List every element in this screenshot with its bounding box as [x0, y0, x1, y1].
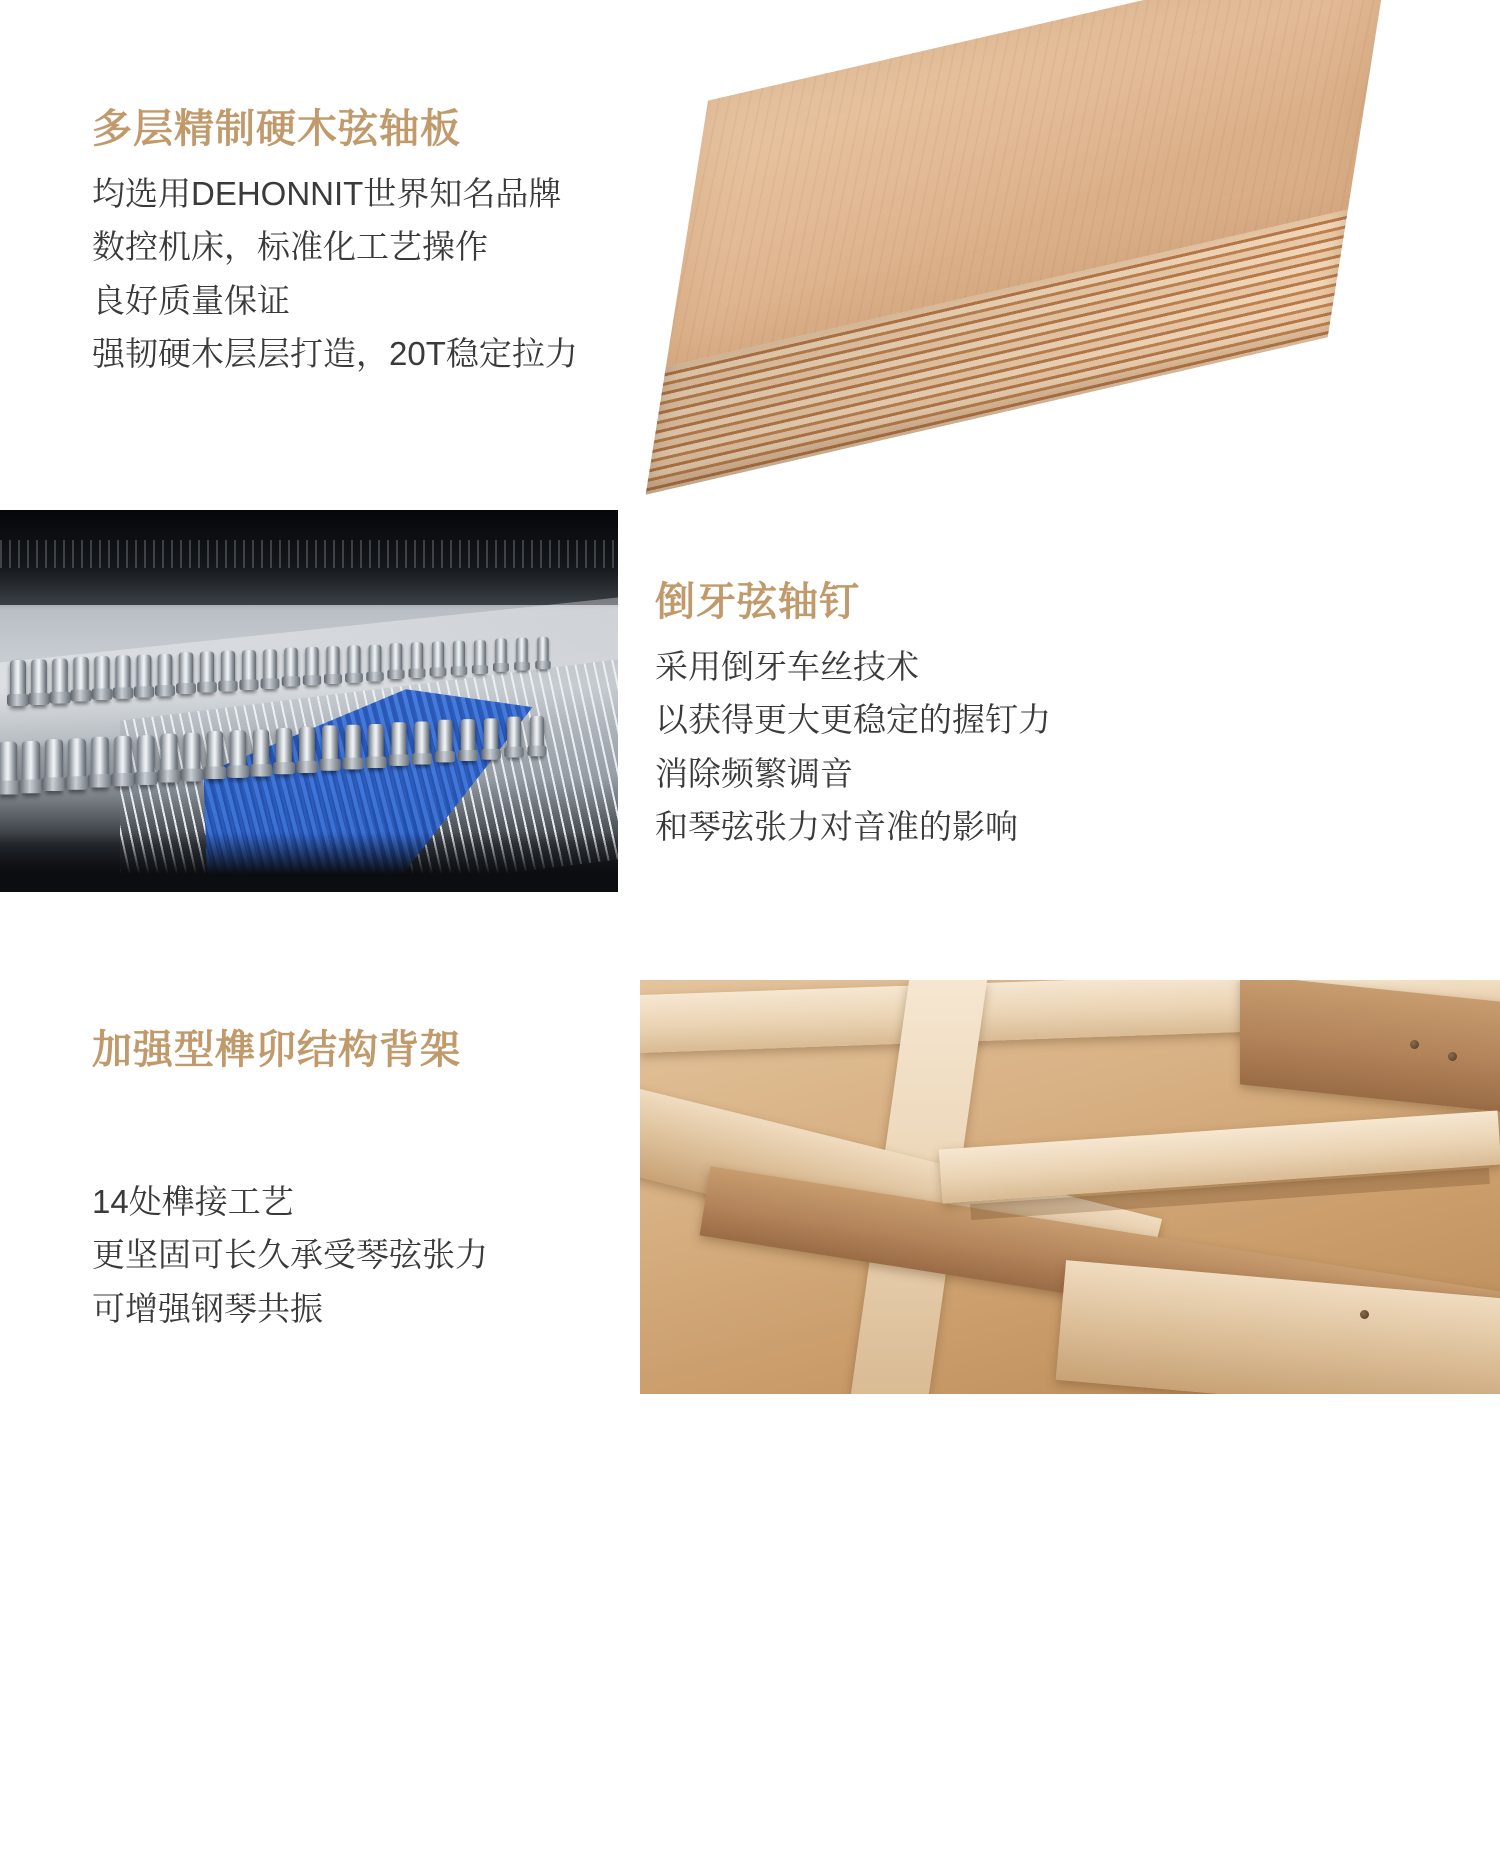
tuning-pin: [391, 722, 406, 766]
tuning-pin: [474, 640, 486, 674]
back-frame-body: [92, 1175, 712, 1335]
pinblock-title: 多层精制硬木弦轴板: [92, 107, 461, 151]
pinblock-text-block: [92, 105, 712, 381]
tuning-pin: [345, 725, 361, 770]
tuning-pin: [369, 644, 382, 681]
tuning-pin: [73, 657, 88, 701]
frame-screw-1: [1410, 1040, 1419, 1049]
tuning-pins-line-2: 以获得更大更稳定的握钉力: [655, 701, 1051, 739]
back-frame-line-3: 可增强钢琴共振: [92, 1289, 323, 1327]
tuning-pin: [114, 736, 131, 786]
tuning-pin: [91, 737, 109, 788]
tuning-pin-row-lower: [0, 510, 618, 570]
tuning-pin: [31, 659, 47, 704]
tuning-pins-line-4: 和琴弦张力对音准的影响: [655, 808, 1018, 846]
tuning-pin: [322, 726, 338, 771]
tuning-pin: [530, 716, 544, 756]
photo-bottom-shadow: [0, 832, 618, 892]
tuning-pins-text-block: [655, 578, 1355, 854]
tuning-pin: [537, 637, 548, 669]
plywood-board: [666, 0, 1390, 367]
tuning-pin: [52, 658, 68, 703]
tuning-pin: [299, 727, 315, 773]
tuning-pin: [368, 724, 383, 768]
back-frame-image: [640, 980, 1500, 1394]
tuning-pin: [484, 718, 498, 759]
tuning-pin: [22, 740, 40, 792]
tuning-pin: [432, 642, 444, 677]
tuning-pin: [348, 645, 361, 682]
tuning-pin: [200, 652, 214, 693]
tuning-pin: [438, 720, 453, 762]
pinblock-image: [660, 20, 1460, 440]
tuning-pin: [115, 655, 130, 698]
tuning-pin: [495, 639, 507, 672]
tuning-pins-photo: [0, 510, 618, 892]
tuning-pin: [160, 734, 177, 783]
tuning-pin: [184, 733, 201, 781]
frame-screw-3: [1360, 1310, 1369, 1319]
tuning-pin: [94, 656, 109, 700]
pinblock-line-3: 良好质量保证: [92, 281, 290, 319]
tuning-pin: [461, 719, 476, 761]
tuning-pin: [221, 651, 235, 691]
pinblock-body: [92, 167, 712, 381]
tuning-pin: [242, 650, 256, 690]
frame-screw-2: [1448, 1052, 1457, 1061]
tuning-pin: [507, 717, 521, 758]
tuning-pin: [10, 660, 26, 706]
plywood-board-illustration: [660, 20, 1460, 440]
tuning-pin: [276, 728, 292, 774]
tuning-pin: [137, 735, 154, 785]
tuning-pin: [305, 647, 318, 685]
tuning-pin: [390, 643, 403, 679]
tuning-pins-title: 倒牙弦轴钉: [655, 580, 860, 624]
back-frame-line-1: 14处榫接工艺: [92, 1183, 294, 1220]
tuning-pin: [137, 654, 152, 697]
tuning-pin: [284, 648, 298, 687]
pinblock-line-1: 均选用DEHONNIT世界知名品牌: [92, 175, 562, 212]
back-frame-text-block: [92, 1175, 712, 1335]
tuning-pin: [45, 739, 63, 791]
tuning-pin: [207, 731, 224, 779]
tuning-pin: [263, 649, 277, 688]
tuning-pins-image: [0, 510, 618, 892]
pinblock-line-2: 数控机床，标准化工艺操作: [92, 228, 488, 266]
tuning-pin: [516, 638, 527, 671]
tuning-pins-line-3: 消除频繁调音: [655, 754, 853, 792]
tuning-pin: [0, 742, 17, 795]
tuning-pin: [230, 730, 246, 777]
back-frame-title: 加强型榫卯结构背架: [92, 1028, 461, 1072]
tuning-pin: [158, 654, 173, 696]
back-frame-photo: [640, 980, 1500, 1394]
tuning-pin: [415, 721, 430, 764]
tuning-pin: [253, 729, 269, 776]
tuning-pin: [68, 738, 86, 789]
frame-corner-block: [1240, 980, 1500, 1112]
pinblock-line-4: 强韧硬木层层打造，20T稳定拉力: [92, 335, 578, 373]
tuning-pins-line-1: 采用倒牙车丝技术: [655, 648, 919, 685]
tuning-pin: [326, 646, 339, 684]
back-frame-line-2: 更坚固可长久承受琴弦张力: [92, 1236, 488, 1274]
tuning-pin: [411, 642, 423, 678]
back-frame-title-block: [92, 1026, 712, 1088]
tuning-pin: [179, 653, 193, 695]
tuning-pins-body: [655, 640, 1355, 854]
tuning-pin: [453, 641, 465, 675]
